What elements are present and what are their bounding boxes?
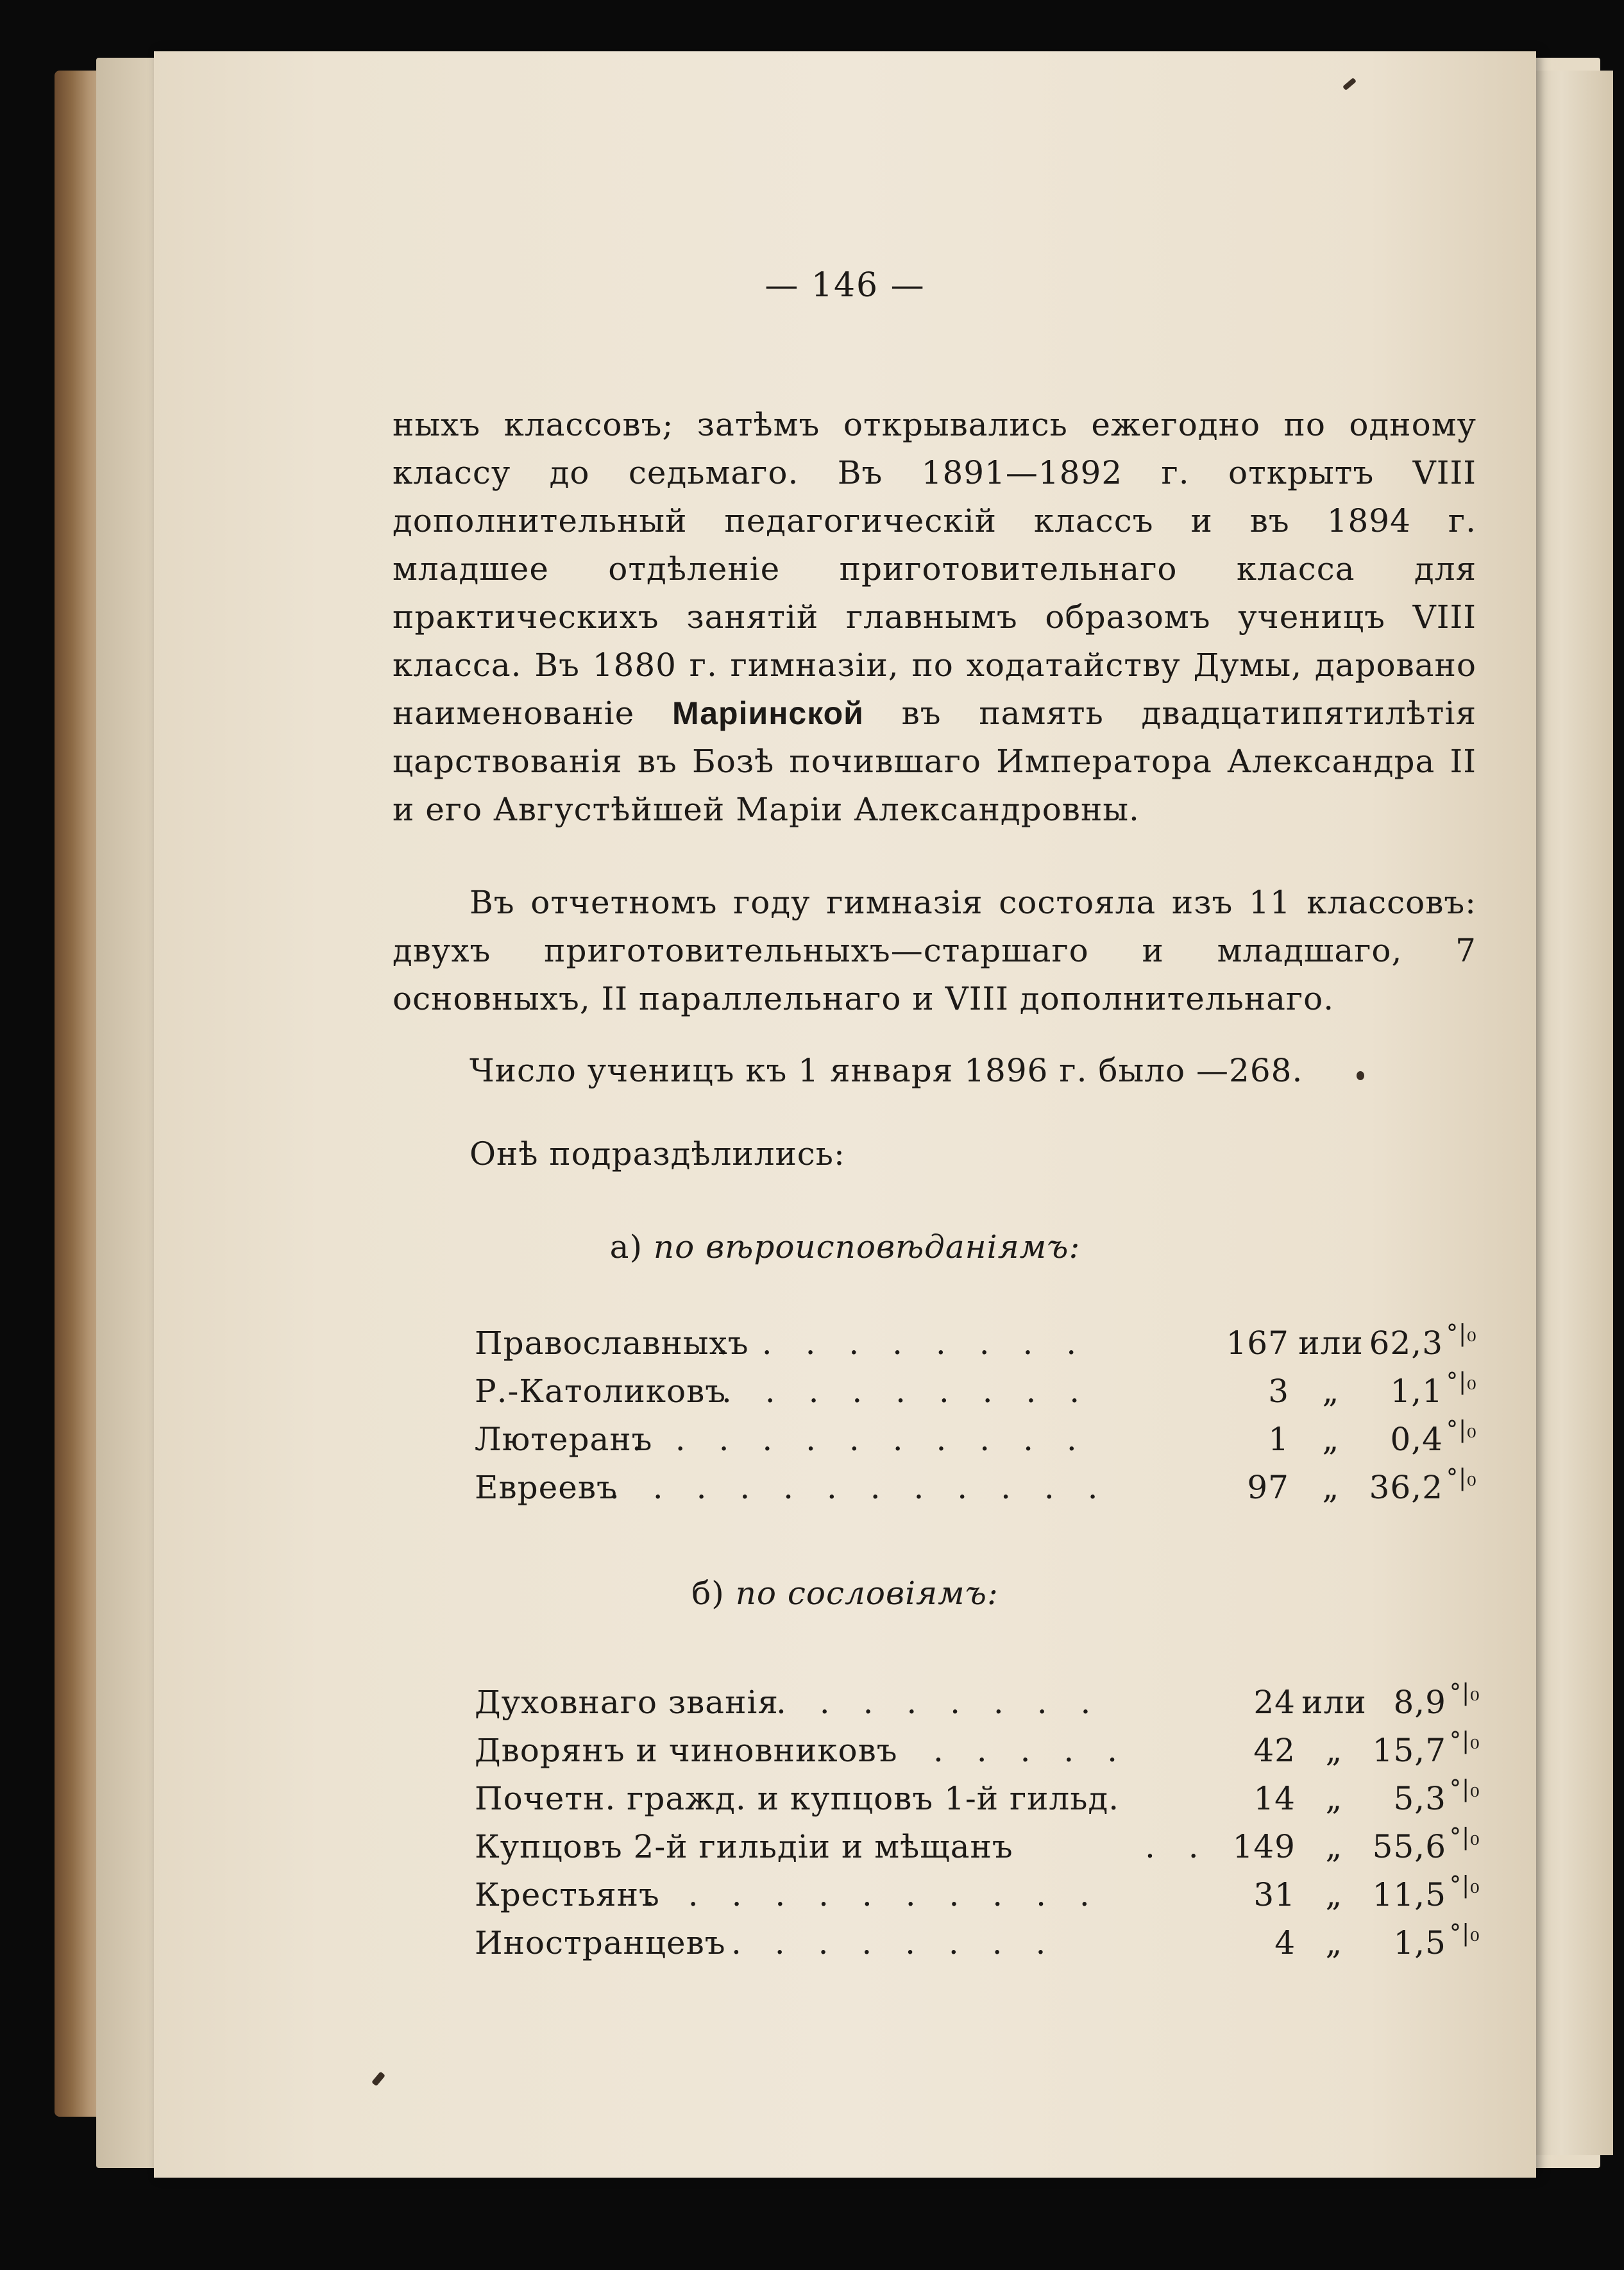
ink-speck	[1342, 78, 1357, 90]
row-count: 1	[1268, 1421, 1289, 1458]
paragraph-history-part1: ныхъ классовъ; затѣмъ открывались ежегодно по одному классу до седьмаго. Въ 1891—1892 г. открытъ VIII дополнительный педагогическій классъ и въ 1894 г. младшее отдѣленіе приготовительнаго класса для практическихъ занятій главнымъ образомъ ученицъ VIII класса. Въ 1880 г. гимназіи, по ходатайству Думы, даровано наименованіе	[393, 406, 1476, 732]
row-label: Р.-Католиковъ	[475, 1373, 727, 1410]
book-page	[154, 51, 1536, 2178]
row-count: 31	[1253, 1876, 1296, 1913]
paragraph-history-part2: въ память двадцатипятилѣтія царствованія въ Бозѣ почившаго Императора Александра II и его Августѣйшей Маріи Александровны.	[393, 695, 1476, 828]
row-percent: 1,1	[1390, 1373, 1443, 1410]
row-leader-dots: . . . . . . . . . . .	[645, 1876, 1101, 1913]
section-a-heading	[154, 1228, 1536, 1266]
row-label: Духовнаго званія	[475, 1684, 779, 1721]
table-row	[475, 1872, 1501, 1922]
row-label: Крестьянъ	[475, 1876, 660, 1913]
table-row	[475, 1680, 1501, 1730]
row-percent: 1,5	[1393, 1924, 1446, 1961]
percent-sign: °|₀	[1446, 1465, 1477, 1491]
percent-sign: °|₀	[1446, 1321, 1477, 1347]
row-connector: „	[1325, 1924, 1343, 1961]
divided-line: Онѣ подраздѣлились:	[469, 1135, 845, 1173]
row-leader-dots: . . . . . . . .	[731, 1924, 1058, 1961]
table-row	[475, 1321, 1501, 1371]
row-percent: 55,6	[1372, 1828, 1446, 1865]
percent-sign: °|₀	[1450, 1920, 1480, 1947]
student-count-line: Число ученицъ къ 1 января 1896 г. было —268.	[469, 1052, 1303, 1089]
table-row	[475, 1824, 1501, 1874]
row-leader-dots: . . . . . . . . . . .	[632, 1421, 1088, 1458]
row-percent: 8,9	[1393, 1684, 1446, 1721]
row-connector: „	[1325, 1780, 1343, 1817]
row-count: 14	[1253, 1780, 1296, 1817]
paragraph-history	[393, 401, 1476, 834]
section-a-prefix: а)	[609, 1228, 643, 1266]
row-count: 3	[1268, 1373, 1289, 1410]
percent-sign: °|₀	[1450, 1680, 1480, 1706]
table-row	[475, 1728, 1501, 1778]
percent-sign: °|₀	[1450, 1872, 1480, 1899]
row-percent: 15,7	[1372, 1732, 1446, 1769]
ink-speck	[371, 2071, 385, 2086]
percent-sign: °|₀	[1446, 1369, 1477, 1395]
row-connector: „	[1325, 1732, 1343, 1769]
row-count: 149	[1232, 1828, 1296, 1865]
row-percent: 36,2	[1369, 1469, 1443, 1506]
percent-sign: °|₀	[1450, 1728, 1480, 1754]
row-percent: 5,3	[1393, 1780, 1446, 1817]
row-percent: 0,4	[1390, 1421, 1443, 1458]
row-label: Православныхъ	[475, 1325, 749, 1362]
row-leader-dots: . . . . .	[933, 1732, 1129, 1769]
row-connector: „	[1322, 1469, 1340, 1506]
row-connector: „	[1322, 1421, 1340, 1458]
row-leader-dots: . . . . . . . .	[776, 1684, 1103, 1721]
row-count: 24	[1253, 1684, 1296, 1721]
section-b-prefix: б)	[691, 1575, 725, 1612]
table-row	[475, 1920, 1501, 1970]
table-row	[475, 1417, 1501, 1467]
table-row	[475, 1465, 1501, 1515]
row-count: 167	[1226, 1325, 1289, 1362]
section-a-title: по вѣроисповѣданіямъ:	[653, 1228, 1081, 1266]
percent-sign: °|₀	[1450, 1824, 1480, 1851]
row-connector: или	[1298, 1325, 1364, 1362]
row-leader-dots: . .	[1145, 1828, 1210, 1865]
percent-sign: °|₀	[1450, 1776, 1480, 1802]
row-label: Купцовъ 2-й гильдіи и мѣщанъ	[475, 1828, 1013, 1865]
row-label: Лютеранъ	[475, 1421, 653, 1458]
row-connector: „	[1322, 1373, 1340, 1410]
adjacent-page-edge	[1527, 71, 1613, 2155]
row-label: Евреевъ	[475, 1469, 618, 1506]
table-row	[475, 1369, 1501, 1419]
percent-sign: °|₀	[1446, 1417, 1477, 1443]
gymnasium-name-bold: Маріинской	[672, 695, 864, 731]
page-number: — 146 —	[765, 266, 926, 305]
table-row	[475, 1776, 1501, 1826]
row-leader-dots: . . . . . . . . .	[718, 1325, 1088, 1362]
row-leader-dots: . . . . . . . . .	[722, 1373, 1092, 1410]
row-count: 97	[1247, 1469, 1289, 1506]
paragraph-classes: Въ отчетномъ году гимназія состояла изъ 11 классовъ: двухъ приготовительныхъ—старшаго и младшаго, 7 основныхъ, II параллельнаго и VIII дополнительнаго.	[393, 884, 1476, 1017]
row-label: Дворянъ и чиновниковъ	[475, 1732, 898, 1769]
row-connector: или	[1301, 1684, 1367, 1721]
ink-speck	[1357, 1071, 1364, 1080]
section-b-heading	[154, 1575, 1536, 1612]
row-label: Иностранцевъ	[475, 1924, 726, 1961]
row-connector: „	[1325, 1876, 1343, 1913]
row-percent: 62,3	[1369, 1325, 1443, 1362]
row-leader-dots: . . . . . . . . . . . .	[609, 1469, 1110, 1506]
row-label: Почетн. гражд. и купцовъ 1-й гильд.	[475, 1780, 1120, 1817]
row-connector: „	[1325, 1828, 1343, 1865]
row-count: 42	[1253, 1732, 1296, 1769]
row-percent: 11,5	[1372, 1876, 1446, 1913]
section-b-title: по сословіямъ:	[735, 1575, 999, 1612]
row-count: 4	[1274, 1924, 1296, 1961]
